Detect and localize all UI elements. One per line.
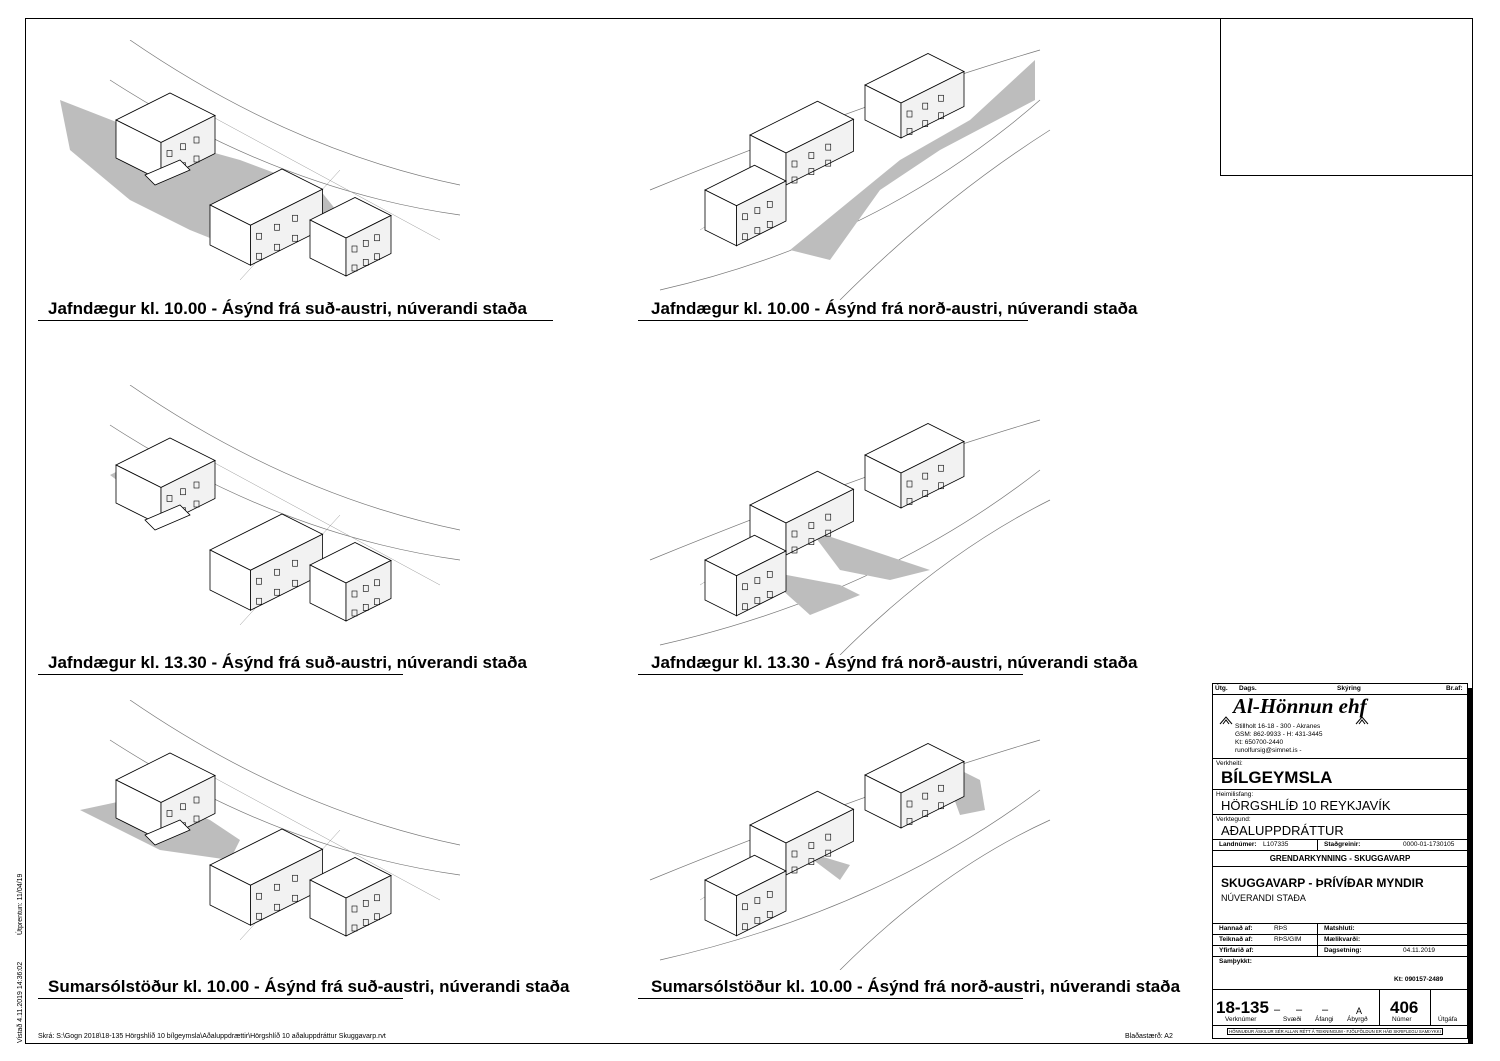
copyright-notice: HÖNNUÐUR ÁSKILUR SÉR ALLAN RÉTT Á TEIKNINGUM - FJÖLFÖLDUN ER HÁÐ SKRIFLEGU SAMÞYKKI — [1229, 1029, 1441, 1034]
view-ne-summer — [640, 730, 1060, 970]
number-row — [1213, 990, 1467, 1026]
view-ne-1000 — [640, 40, 1060, 300]
street-curb-line — [840, 500, 1050, 655]
sub-label: Útgáfa — [1438, 1016, 1458, 1023]
view-se-summer — [40, 700, 460, 965]
drawn-row — [1213, 935, 1467, 946]
project-name: BÍLGEYMSLA — [1221, 768, 1333, 787]
company-row — [1213, 695, 1467, 759]
company-phone: GSM: 862-9933 - H: 431-3445 — [1235, 731, 1323, 738]
rev-col-header: Útg. — [1215, 685, 1228, 692]
approval-row — [1213, 957, 1467, 990]
checked-label: Yfirfarið af: — [1219, 947, 1254, 954]
subject: GRENDARKYNNING - SKUGGAVARP — [1269, 854, 1411, 863]
divider — [1317, 840, 1318, 850]
sheet-size: Blaðastærð: A2 — [1125, 1033, 1173, 1040]
date-value: 04.11.2019 — [1403, 947, 1436, 954]
address-label: Heimilisfang: — [1216, 791, 1254, 798]
approved-label: Samþykkt: — [1219, 958, 1252, 965]
date-col-header: Dags. — [1239, 685, 1257, 692]
phase-value: – — [1296, 1004, 1303, 1016]
type-label: Verktegund: — [1216, 816, 1251, 823]
designed-label: Hannað af: — [1219, 925, 1253, 932]
street-curb-line — [840, 130, 1050, 300]
part-label: Matshluti: — [1324, 925, 1355, 932]
drawn-label: Teiknað af: — [1219, 936, 1253, 943]
stadgr-value: 0000-01-1730105 — [1403, 841, 1455, 848]
caption-underline — [38, 320, 553, 321]
title-block — [1212, 683, 1468, 1039]
subject-row — [1213, 851, 1467, 867]
divider — [1317, 935, 1318, 945]
caption-ne-summer: Sumarsólstöður kl. 10.00 - Ásýnd frá norð-austri, núverandi staða — [651, 977, 1181, 996]
type-row — [1213, 815, 1467, 840]
sheet-number: 406 — [1390, 998, 1419, 1017]
sub-label: Ábyrgð — [1347, 1016, 1368, 1023]
scale-label: Mælikvarði: — [1324, 936, 1361, 943]
divider — [1317, 924, 1318, 934]
type-value: AÐALUPPDRÁTTUR — [1221, 823, 1344, 838]
revision-stamp-box — [1220, 18, 1473, 176]
approver-kt: Kt: 090157-2489 — [1394, 976, 1444, 983]
sub-label: Svæði — [1283, 1016, 1302, 1023]
caption-se-1000: Jafndægur kl. 10.00 - Ásýnd frá suð-austri, núverandi staða — [48, 299, 527, 318]
divider — [1317, 946, 1318, 956]
logo-icon — [1219, 715, 1233, 725]
sub-label: Númer — [1392, 1016, 1412, 1023]
responsibility-value: A — [1356, 1006, 1363, 1016]
project-label: Verkheiti: — [1216, 760, 1243, 767]
caption-se-1330: Jafndægur kl. 13.30 - Ásýnd frá suð-austri, núverandi staða — [48, 653, 527, 672]
title-block-shadow — [1468, 688, 1473, 1043]
landnr-value: L107335 — [1263, 841, 1289, 848]
view-ne-1330 — [640, 410, 1060, 655]
address-value: HÖRGSHLÍÐ 10 REYKJAVÍK — [1221, 798, 1391, 813]
save-date: Vistað 4.11.2019 14:36:02 — [17, 961, 24, 1043]
stadgr-label: Staðgreinir: — [1324, 841, 1361, 848]
date-label: Dagsetning: — [1324, 947, 1362, 954]
drawing-title: SKUGGAVARP - ÞRÍVÍÐAR MYNDIR — [1221, 876, 1424, 890]
spacer-value: – — [1322, 1004, 1329, 1016]
company-address: Stillholt 16-18 - 300 - Akranes — [1235, 723, 1321, 730]
logo-icon — [1355, 715, 1369, 725]
print-date: Útprentun: 11/04/19 — [17, 873, 24, 935]
drawing-subtitle: NÚVERANDI STAÐA — [1221, 893, 1306, 903]
caption-underline — [38, 674, 403, 675]
caption-ne-1000: Jafndægur kl. 10.00 - Ásýnd frá norð-austri, núverandi staða — [651, 299, 1138, 318]
caption-underline — [38, 998, 403, 999]
sub-label: Verknúmer — [1225, 1016, 1257, 1023]
copyright-row — [1213, 1026, 1467, 1038]
caption-underline — [638, 320, 1028, 321]
project-row — [1213, 759, 1467, 790]
company-email: runolfursig@simnet.is - — [1235, 747, 1302, 754]
view-se-1330 — [40, 385, 460, 645]
caption-ne-1330: Jafndægur kl. 13.30 - Ásýnd frá norð-austri, núverandi staða — [651, 653, 1138, 672]
caption-se-summer: Sumarsólstöður kl. 10.00 - Ásýnd frá suð-austri, núverandi staða — [48, 977, 570, 996]
company-kt: Kt: 650700-2440 — [1235, 739, 1284, 746]
divider — [1430, 990, 1431, 1025]
view-se-1000 — [40, 40, 460, 300]
caption-underline — [638, 674, 1023, 675]
file-path: Skrá: S:\Gogn 2018\18-135 Hörgshlíð 10 bílgeymsla\Aðaluppdrættir\Hörgshlíð 10 aðaluppdráttur Skuggavarp.rvt — [38, 1033, 386, 1040]
zone-value: – — [1274, 1004, 1281, 1016]
by-col-header: Br.af: — [1446, 685, 1463, 692]
designed-value: RÞS — [1274, 925, 1288, 932]
street-curb-line — [840, 820, 1050, 970]
caption-underline — [638, 998, 1023, 999]
drawing-title-row — [1213, 867, 1467, 924]
address-row — [1213, 790, 1467, 815]
landnr-row — [1213, 840, 1467, 851]
project-number: 18-135 — [1216, 998, 1269, 1017]
desc-col-header: Skýring — [1337, 685, 1361, 692]
landnr-label: Landnúmer: — [1219, 841, 1257, 848]
company-name: Al-Hönnun ehf — [1233, 694, 1367, 718]
drawn-value: RÞS/GIM — [1274, 936, 1302, 943]
sub-label: Áfangi — [1315, 1016, 1334, 1023]
designed-row — [1213, 924, 1467, 935]
checked-row — [1213, 946, 1467, 957]
divider — [1379, 990, 1380, 1025]
